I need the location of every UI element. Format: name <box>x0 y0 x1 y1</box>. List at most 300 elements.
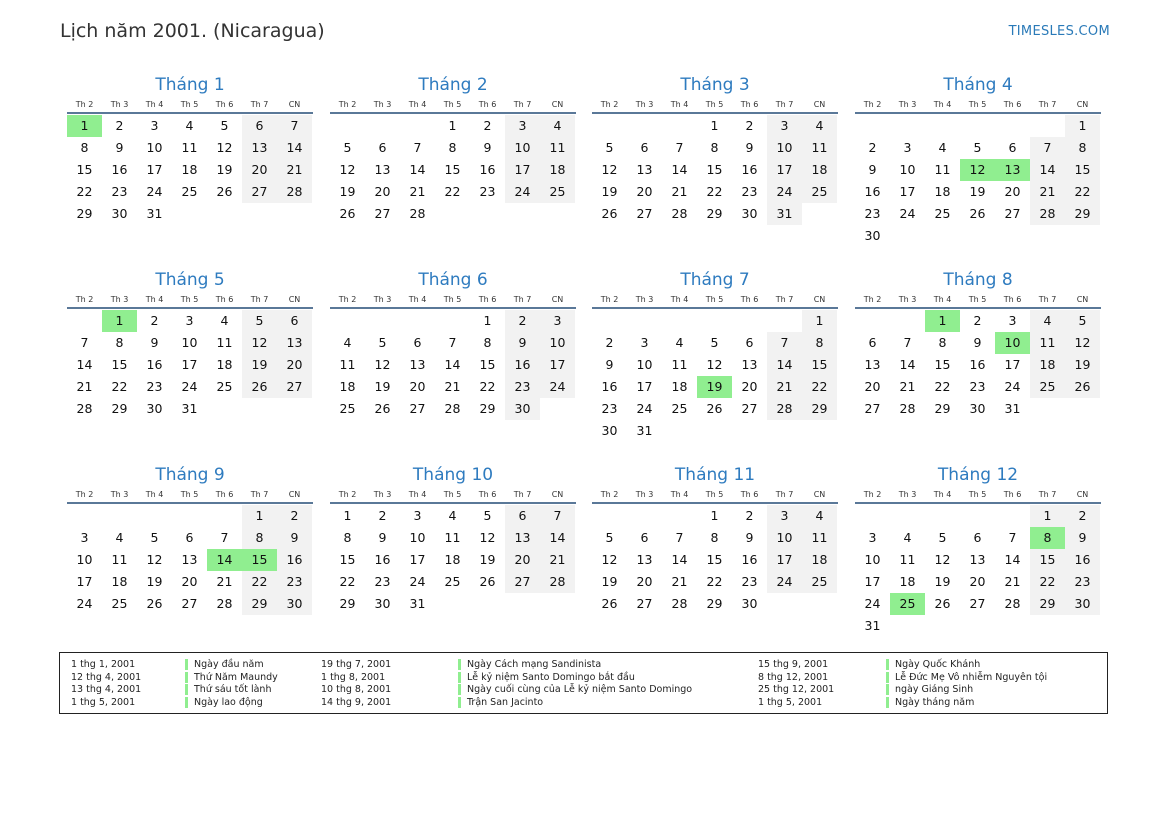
day-cell: 30 <box>741 596 758 611</box>
month-block <box>67 72 313 225</box>
day-grid <box>330 310 576 420</box>
day-cell: 19 <box>934 574 951 589</box>
day-cell: 8 <box>483 335 492 350</box>
weekday-label: Th 7 <box>1038 490 1057 499</box>
day-cell: 26 <box>374 401 391 416</box>
day-cell: 11 <box>216 335 233 350</box>
weekday-header <box>330 98 576 114</box>
day-cell: 4 <box>540 115 575 137</box>
day-cell: 15 <box>479 357 496 372</box>
weekday-label: Th 4 <box>933 490 952 499</box>
day-cell: 30 <box>741 206 758 221</box>
weekday-label: Th 7 <box>250 490 269 499</box>
weekday-label: Th 4 <box>933 295 952 304</box>
holiday-day-cell: 1 <box>925 310 960 332</box>
day-cell: 23 <box>479 184 496 199</box>
day-cell: 3 <box>185 313 194 328</box>
day-cell: 23 <box>864 206 881 221</box>
weekday-label: Th 3 <box>110 295 129 304</box>
day-cell: 26 <box>146 596 163 611</box>
day-cell: 2 <box>378 508 387 523</box>
day-cell: 28 <box>899 401 916 416</box>
weekday-label: CN <box>288 295 301 304</box>
day-cell: 14 <box>540 527 575 549</box>
day-cell: 22 <box>934 379 951 394</box>
day-cell: 12 <box>242 332 277 354</box>
weekday-label: Th 7 <box>513 490 532 499</box>
month-block <box>67 462 313 615</box>
empty-cell <box>890 115 925 137</box>
empty-cell <box>592 505 627 527</box>
day-cell: 17 <box>1004 357 1021 372</box>
day-cell: 5 <box>973 140 982 155</box>
day-cell: 25 <box>671 401 688 416</box>
day-grid <box>330 115 576 225</box>
day-cell: 11 <box>339 357 356 372</box>
day-cell: 3 <box>1008 313 1017 328</box>
month-block <box>855 72 1101 247</box>
day-cell: 18 <box>802 159 837 181</box>
day-cell: 3 <box>80 530 89 545</box>
holiday-day-cell: 10 <box>995 332 1030 354</box>
day-cell: 27 <box>505 571 540 593</box>
day-cell: 29 <box>1030 593 1065 615</box>
day-cell: 3 <box>540 310 575 332</box>
weekday-label: Th 7 <box>513 295 532 304</box>
day-cell: 14 <box>76 357 93 372</box>
weekday-label: Th 6 <box>215 100 234 109</box>
day-cell: 15 <box>339 552 356 567</box>
day-cell: 7 <box>1030 137 1065 159</box>
day-cell: 4 <box>802 505 837 527</box>
day-cell: 24 <box>636 401 653 416</box>
weekday-label: Th 6 <box>215 295 234 304</box>
day-cell: 22 <box>802 376 837 398</box>
weekday-label: CN <box>1076 295 1089 304</box>
day-cell: 10 <box>146 140 163 155</box>
weekday-label: Th 4 <box>408 295 427 304</box>
empty-cell <box>855 310 890 332</box>
day-cell: 23 <box>374 574 391 589</box>
day-cell: 19 <box>374 379 391 394</box>
weekday-label: Th 3 <box>898 490 917 499</box>
day-cell: 10 <box>767 137 802 159</box>
weekday-label: Th 5 <box>180 295 199 304</box>
day-grid <box>330 505 576 615</box>
day-cell: 16 <box>146 357 163 372</box>
day-cell: 12 <box>601 552 618 567</box>
empty-cell <box>855 115 890 137</box>
day-cell: 6 <box>185 530 194 545</box>
day-cell: 9 <box>505 332 540 354</box>
day-cell: 28 <box>409 206 426 221</box>
day-cell: 30 <box>601 423 618 438</box>
month-block <box>855 462 1101 637</box>
weekday-label: CN <box>1076 100 1089 109</box>
day-cell: 19 <box>601 184 618 199</box>
weekday-label: Th 6 <box>478 100 497 109</box>
weekday-label: Th 2 <box>75 295 94 304</box>
day-cell: 23 <box>969 379 986 394</box>
day-cell: 6 <box>1008 140 1017 155</box>
day-cell: 3 <box>767 115 802 137</box>
day-cell: 21 <box>444 379 461 394</box>
day-cell: 26 <box>601 206 618 221</box>
day-cell: 6 <box>505 505 540 527</box>
weekday-label: Th 3 <box>635 295 654 304</box>
day-cell: 7 <box>220 530 229 545</box>
empty-cell <box>330 310 365 332</box>
day-cell: 19 <box>969 184 986 199</box>
legend-date: 8 thg 12, 2001 <box>758 671 829 683</box>
day-cell: 3 <box>505 115 540 137</box>
weekday-label: Th 6 <box>740 100 759 109</box>
day-cell: 25 <box>934 206 951 221</box>
day-cell: 7 <box>903 335 912 350</box>
day-cell: 12 <box>216 140 233 155</box>
holiday-day-cell: 8 <box>1030 527 1065 549</box>
day-cell: 11 <box>899 552 916 567</box>
day-cell: 23 <box>146 379 163 394</box>
day-cell: 18 <box>934 184 951 199</box>
legend-holiday-name: Ngày Cách mạng Sandinista <box>458 659 601 670</box>
day-cell: 16 <box>969 357 986 372</box>
weekday-label: CN <box>813 100 826 109</box>
weekday-label: Th 5 <box>443 100 462 109</box>
day-cell: 13 <box>505 527 540 549</box>
day-cell: 20 <box>636 574 653 589</box>
day-cell: 4 <box>185 118 194 133</box>
day-cell: 18 <box>671 379 688 394</box>
day-cell: 9 <box>483 140 492 155</box>
legend-date: 1 thg 8, 2001 <box>321 671 386 683</box>
month-block <box>330 462 576 615</box>
day-cell: 28 <box>216 596 233 611</box>
day-cell: 27 <box>242 181 277 203</box>
day-cell: 15 <box>111 357 128 372</box>
day-cell: 1 <box>448 118 457 133</box>
day-cell: 4 <box>115 530 124 545</box>
day-cell: 25 <box>111 596 128 611</box>
day-cell: 2 <box>973 313 982 328</box>
legend-date: 25 thg 12, 2001 <box>758 684 835 695</box>
day-cell: 25 <box>540 181 575 203</box>
day-cell: 18 <box>1030 354 1065 376</box>
month-title: Tháng 4 <box>943 75 1013 95</box>
day-cell: 13 <box>969 552 986 567</box>
day-cell: 9 <box>973 335 982 350</box>
day-cell: 29 <box>1065 203 1100 225</box>
day-cell: 26 <box>1065 376 1100 398</box>
day-cell: 21 <box>767 376 802 398</box>
day-cell: 31 <box>146 206 163 221</box>
month-title: Tháng 9 <box>155 465 225 485</box>
day-cell: 18 <box>181 162 198 177</box>
holiday-day-cell: 13 <box>995 159 1030 181</box>
day-cell: 17 <box>767 549 802 571</box>
day-cell: 14 <box>1030 159 1065 181</box>
day-cell: 15 <box>934 357 951 372</box>
day-cell: 17 <box>864 574 881 589</box>
day-cell: 31 <box>864 618 881 633</box>
day-cell: 10 <box>864 552 881 567</box>
day-cell: 15 <box>444 162 461 177</box>
day-cell: 1 <box>1065 115 1100 137</box>
day-cell: 9 <box>1065 527 1100 549</box>
day-cell: 2 <box>745 118 754 133</box>
day-cell: 1 <box>710 508 719 523</box>
day-grid <box>592 310 838 442</box>
day-cell: 20 <box>636 184 653 199</box>
weekday-header <box>67 488 313 504</box>
day-cell: 20 <box>741 379 758 394</box>
weekday-label: CN <box>551 295 564 304</box>
day-cell: 30 <box>146 401 163 416</box>
weekday-label: Th 7 <box>775 100 794 109</box>
day-cell: 1 <box>483 313 492 328</box>
weekday-label: Th 6 <box>1003 100 1022 109</box>
weekday-label: Th 6 <box>740 490 759 499</box>
weekday-label: Th 3 <box>110 490 129 499</box>
day-cell: 12 <box>479 530 496 545</box>
weekday-label: Th 2 <box>338 490 357 499</box>
day-cell: 4 <box>1030 310 1065 332</box>
weekday-label: Th 3 <box>898 100 917 109</box>
weekday-label: Th 5 <box>443 295 462 304</box>
day-grid <box>592 505 838 615</box>
day-cell: 23 <box>1065 571 1100 593</box>
month-title: Tháng 8 <box>943 270 1013 290</box>
empty-cell <box>365 115 400 137</box>
weekday-label: Th 4 <box>670 295 689 304</box>
weekday-label: Th 2 <box>600 100 619 109</box>
day-cell: 13 <box>409 357 426 372</box>
day-cell: 5 <box>220 118 229 133</box>
day-cell: 24 <box>1004 379 1021 394</box>
empty-cell <box>995 505 1030 527</box>
day-cell: 6 <box>242 115 277 137</box>
day-cell: 8 <box>710 140 719 155</box>
day-cell: 27 <box>636 596 653 611</box>
month-block <box>592 267 838 442</box>
legend-date: 13 thg 4, 2001 <box>71 684 142 695</box>
day-cell: 27 <box>181 596 198 611</box>
weekday-label: Th 4 <box>933 100 952 109</box>
day-cell: 19 <box>242 354 277 376</box>
day-cell: 29 <box>339 596 356 611</box>
day-cell: 21 <box>1004 574 1021 589</box>
day-cell: 13 <box>741 357 758 372</box>
day-cell: 24 <box>767 181 802 203</box>
day-cell: 16 <box>277 549 312 571</box>
day-cell: 20 <box>864 379 881 394</box>
day-cell: 5 <box>483 508 492 523</box>
day-cell: 12 <box>339 162 356 177</box>
day-cell: 19 <box>216 162 233 177</box>
day-cell: 28 <box>767 398 802 420</box>
day-cell: 18 <box>339 379 356 394</box>
day-cell: 13 <box>864 357 881 372</box>
day-cell: 7 <box>448 335 457 350</box>
day-cell: 30 <box>374 596 391 611</box>
day-cell: 25 <box>802 571 837 593</box>
day-cell: 4 <box>938 140 947 155</box>
weekday-label: Th 5 <box>180 100 199 109</box>
day-cell: 9 <box>150 335 159 350</box>
legend-holiday-name: Ngày Quốc Khánh <box>886 659 980 670</box>
day-cell: 25 <box>802 181 837 203</box>
day-cell: 28 <box>1004 596 1021 611</box>
day-cell: 8 <box>1065 137 1100 159</box>
empty-cell <box>435 310 470 332</box>
empty-cell <box>400 115 435 137</box>
day-cell: 17 <box>540 354 575 376</box>
month-block <box>592 462 838 615</box>
legend-date: 1 thg 1, 2001 <box>71 659 136 670</box>
weekday-label: CN <box>813 490 826 499</box>
month-title: Tháng 12 <box>937 465 1019 485</box>
weekday-label: Th 6 <box>478 490 497 499</box>
day-cell: 27 <box>864 401 881 416</box>
weekday-label: Th 4 <box>670 490 689 499</box>
holiday-day-cell: 12 <box>960 159 995 181</box>
day-cell: 14 <box>671 162 688 177</box>
day-cell: 2 <box>505 310 540 332</box>
day-cell: 31 <box>181 401 198 416</box>
empty-cell <box>960 115 995 137</box>
day-cell: 30 <box>969 401 986 416</box>
day-grid <box>67 115 313 225</box>
weekday-label: CN <box>288 490 301 499</box>
weekday-label: Th 3 <box>373 100 392 109</box>
day-cell: 6 <box>973 530 982 545</box>
month-block <box>67 267 313 420</box>
day-cell: 24 <box>540 376 575 398</box>
day-cell: 16 <box>741 552 758 567</box>
day-cell: 8 <box>448 140 457 155</box>
day-cell: 10 <box>181 335 198 350</box>
weekday-header <box>855 488 1101 504</box>
day-cell: 14 <box>767 354 802 376</box>
weekday-header <box>592 488 838 504</box>
day-cell: 21 <box>671 184 688 199</box>
weekday-label: Th 4 <box>145 295 164 304</box>
day-cell: 13 <box>181 552 198 567</box>
day-cell: 2 <box>605 335 614 350</box>
day-cell: 18 <box>216 357 233 372</box>
day-cell: 5 <box>150 530 159 545</box>
day-cell: 20 <box>374 184 391 199</box>
empty-cell <box>995 115 1030 137</box>
weekday-header <box>855 293 1101 309</box>
day-grid <box>855 505 1101 637</box>
day-cell: 5 <box>710 335 719 350</box>
day-cell: 22 <box>76 184 93 199</box>
day-cell: 25 <box>181 184 198 199</box>
day-cell: 26 <box>242 376 277 398</box>
day-cell: 29 <box>76 206 93 221</box>
empty-cell <box>330 115 365 137</box>
day-cell: 8 <box>802 332 837 354</box>
legend-date: 15 thg 9, 2001 <box>758 659 829 670</box>
day-cell: 4 <box>448 508 457 523</box>
day-cell: 8 <box>938 335 947 350</box>
day-cell: 27 <box>374 206 391 221</box>
day-cell: 10 <box>505 137 540 159</box>
weekday-label: Th 2 <box>75 100 94 109</box>
weekday-label: CN <box>1076 490 1089 499</box>
empty-cell <box>855 505 890 527</box>
day-cell: 20 <box>969 574 986 589</box>
day-cell: 4 <box>802 115 837 137</box>
day-cell: 7 <box>675 140 684 155</box>
empty-cell <box>662 115 697 137</box>
day-cell: 9 <box>745 530 754 545</box>
day-cell: 16 <box>374 552 391 567</box>
day-cell: 22 <box>444 184 461 199</box>
weekday-label: Th 5 <box>443 490 462 499</box>
day-cell: 17 <box>899 184 916 199</box>
day-cell: 30 <box>864 228 881 243</box>
day-cell: 17 <box>767 159 802 181</box>
day-cell: 28 <box>671 206 688 221</box>
day-cell: 8 <box>115 335 124 350</box>
day-cell: 18 <box>540 159 575 181</box>
weekday-label: Th 3 <box>635 100 654 109</box>
day-cell: 8 <box>710 530 719 545</box>
legend-date: 14 thg 9, 2001 <box>321 696 392 708</box>
weekday-label: CN <box>551 100 564 109</box>
holiday-day-cell: 14 <box>207 549 242 571</box>
weekday-label: Th 6 <box>740 295 759 304</box>
day-cell: 2 <box>150 313 159 328</box>
day-cell: 6 <box>413 335 422 350</box>
day-cell: 31 <box>636 423 653 438</box>
day-cell: 4 <box>903 530 912 545</box>
holiday-day-cell: 15 <box>242 549 277 571</box>
day-cell: 22 <box>479 379 496 394</box>
holiday-day-cell: 19 <box>697 376 732 398</box>
weekday-label: Th 3 <box>373 295 392 304</box>
empty-cell <box>890 310 925 332</box>
month-title: Tháng 6 <box>418 270 488 290</box>
day-cell: 2 <box>1065 505 1100 527</box>
day-cell: 27 <box>741 401 758 416</box>
day-cell: 13 <box>374 162 391 177</box>
day-cell: 10 <box>409 530 426 545</box>
day-cell: 3 <box>413 508 422 523</box>
weekday-label: CN <box>813 295 826 304</box>
day-cell: 3 <box>903 140 912 155</box>
day-cell: 14 <box>444 357 461 372</box>
day-cell: 12 <box>146 552 163 567</box>
day-grid <box>855 310 1101 420</box>
day-cell: 21 <box>540 549 575 571</box>
empty-cell <box>67 310 102 332</box>
brand-link[interactable]: TIMESLES.COM <box>1008 24 1110 39</box>
empty-cell <box>207 505 242 527</box>
day-cell: 4 <box>675 335 684 350</box>
weekday-label: Th 7 <box>775 295 794 304</box>
day-cell: 2 <box>745 508 754 523</box>
weekday-label: Th 5 <box>705 295 724 304</box>
day-grid <box>855 115 1101 247</box>
day-grid <box>67 505 313 615</box>
day-cell: 5 <box>605 140 614 155</box>
day-cell: 24 <box>76 596 93 611</box>
day-cell: 22 <box>242 571 277 593</box>
weekday-label: Th 2 <box>75 490 94 499</box>
